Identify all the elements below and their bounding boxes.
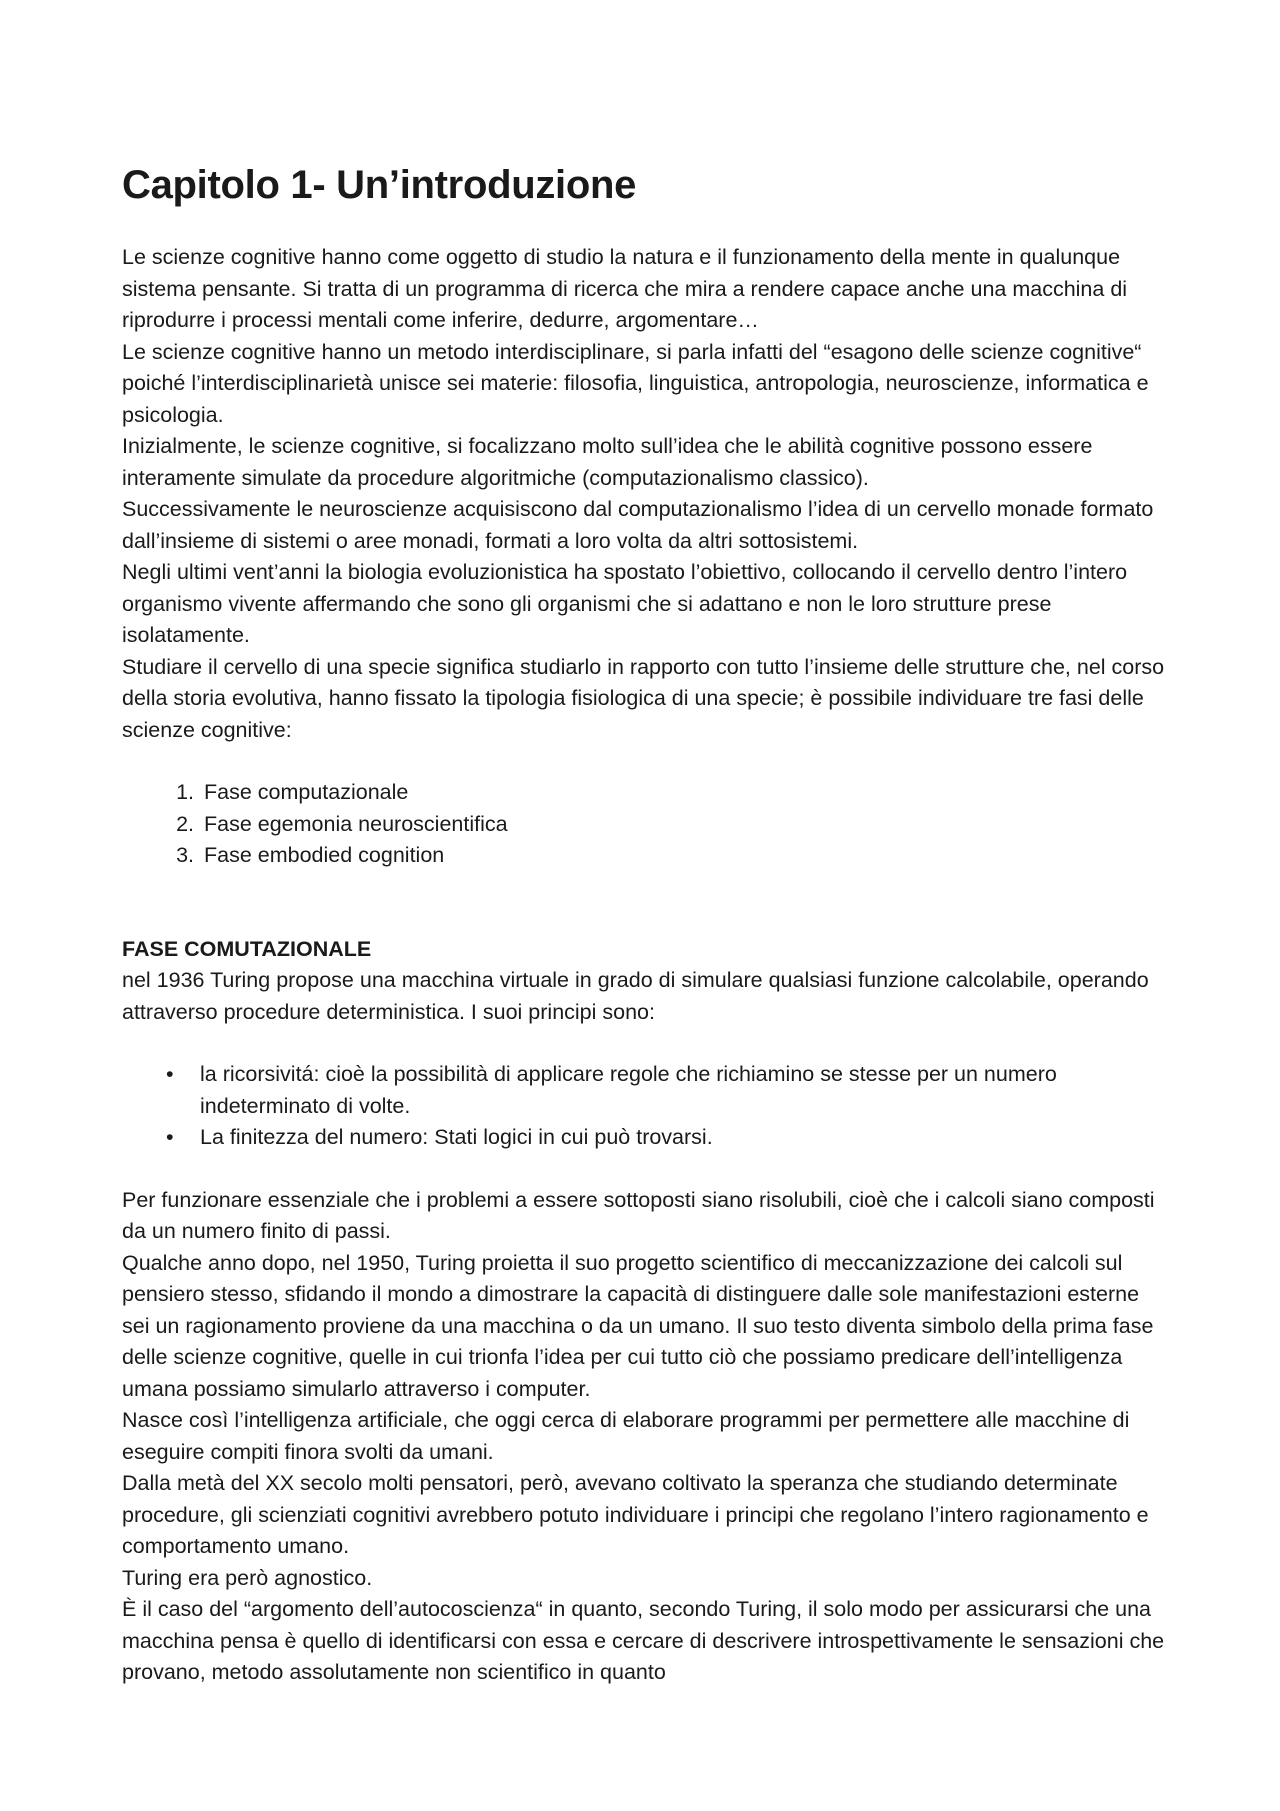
principles-list (122, 1059, 1172, 1154)
principle-text: la ricorsivitá: cioè la possibilità di applicare regole che richiamino se stesse per un numero indeterminato di volte. (200, 1062, 1057, 1118)
spacer (122, 1028, 1172, 1059)
spacer (122, 746, 1172, 777)
phases-list (122, 777, 1172, 872)
intro-paragraph: Le scienze cognitive hanno un metodo interdisciplinare, si parla infatti del “esagono delle scienze cognitive“ poiché l’interdisciplinarietà unisce sei materie: filosofia, linguistica, antropologia, neuroscienze, informatica e psicologia. (122, 339, 1149, 427)
section-heading: FASE COMUTAZIONALE (122, 936, 372, 961)
body-paragraph: Nasce così l’intelligenza artificiale, che oggi cerca di elaborare programmi per permettere alle macchine di eseguire compiti finora svolti da umani. (122, 1408, 1130, 1464)
principle-text: La finitezza del numero: Stati logici in cui può trovarsi. (200, 1125, 713, 1149)
bullet-icon: • (166, 1125, 174, 1149)
body-paragraph: Dalla metà del XX secolo molti pensatori, però, avevano coltivato la speranza che studiando determinate procedure, gli scienziati cognitivi avrebbero potuto individuare i principi che regolano l’intero ragionamento e comportamento umano. (122, 1471, 1149, 1558)
spacer (122, 1154, 1172, 1185)
principle-item (166, 1059, 1172, 1122)
principle-item (166, 1122, 1172, 1154)
phase-item: 2. Fase egemonia neuroscientifica (200, 809, 1172, 841)
body-paragraph: Turing era però agnostico. (122, 1565, 373, 1590)
phase-item: 3. Fase embodied cognition (200, 840, 1172, 872)
intro-paragraph: Inizialmente, le scienze cognitive, si focalizzano molto sull’idea che le abilità cognitive possono essere interamente simulate da procedure algoritmiche (computazionalismo classico). (122, 434, 1093, 490)
phase-item: 1. Fase computazionale (200, 777, 1172, 809)
chapter-title: Capitolo 1- Un’introduzione (122, 163, 637, 207)
section-intro: nel 1936 Turing propose una macchina virtuale in grado di simulare qualsiasi funzione calcolabile, operando attraverso procedure deterministica. I suoi principi sono: (122, 968, 1149, 1024)
intro-paragraph: Studiare il cervello di una specie significa studiarlo in rapporto con tutto l’insieme delle strutture che, nel corso della storia evolutiva, hanno fissato la tipologia fisiologica di una specie; è possibile individuare tre fasi delle scienze cognitive: (122, 654, 1165, 742)
spacer (122, 872, 1172, 934)
intro-paragraph: Le scienze cognitive hanno come oggetto di studio la natura e il funzionamento della mente in qualunque sistema pensante. Si tratta di un programma di ricerca che mira a rendere capace anche una macchina di riprodurre i processi mentali come inferire, dedurre, argomentare… (122, 245, 1128, 332)
intro-paragraph: Successivamente le neuroscienze acquisiscono dal computazionalismo l’idea di un cervello monade formato dall’insieme di sistemi o aree monadi, formati a loro volta da altri sottosistemi. (122, 497, 1154, 553)
bullet-icon: • (166, 1062, 174, 1086)
body-paragraph: Per funzionare essenziale che i problemi a essere sottoposti siano risolubili, cioè che i calcoli siano composti da un numero finito di passi. (122, 1187, 1155, 1243)
document-content (122, 158, 1172, 1689)
body-paragraph: È il caso del “argomento dell’autocoscienza“ in quanto, secondo Turing, il solo modo per assicurarsi che una macchina pensa è quello di identificarsi con essa e cercare di descrivere introspettivamente le sensazioni che provano, metodo assolutamente non scientifico in quanto (122, 1597, 1165, 1684)
body-paragraph: Qualche anno dopo, nel 1950, Turing proietta il suo progetto scientifico di meccanizzazione dei calcoli sul pensiero stesso, sfidando il mondo a dimostrare la capacità di distinguere dalle sole manifestazioni esterne sei un ragionamento proviene da una macchina o da un umano. Il suo testo diventa simbolo della prima fase delle scienze cognitive, quelle in cui trionfa l’idea per cui tutto ciò che possiamo predicare dell’intelligenza umana possiamo simularlo attraverso i computer. (122, 1250, 1154, 1401)
intro-paragraph: Negli ultimi vent’anni la biologia evoluzionistica ha spostato l’obiettivo, collocando il cervello dentro l’intero organismo vivente affermando che sono gli organismi che si adattano e non le loro strutture prese isolatamente. (122, 560, 1128, 647)
